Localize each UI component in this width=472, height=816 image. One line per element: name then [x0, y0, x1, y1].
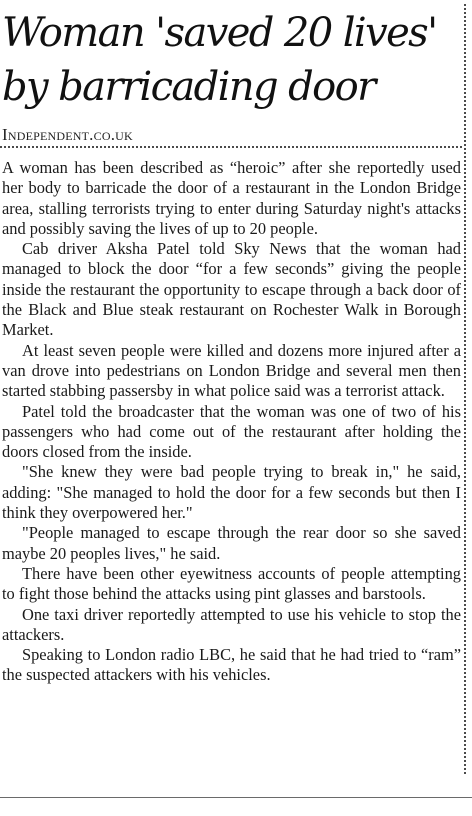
- article-paragraph: "She knew they were bad people trying to break in," he said, adding: "She managed to hold the door for a few seconds but then I think they overpowered her.": [2, 462, 461, 523]
- article-paragraph: There have been other eyewitness accounts of people attempting to fight those behind the attacks using pint glasses and barstools.: [2, 563, 461, 604]
- article-paragraph: At least seven people were killed and dozens more injured after a van drove into pedestrians on London Bridge and several men then started stabbing passersby in what police said was a terrorist attack.: [2, 340, 461, 401]
- headline: Woman 'saved 20 lives' by barricading door: [2, 10, 437, 110]
- bottom-divider: [0, 797, 472, 798]
- source-line: Independent.co.uk: [2, 125, 133, 144]
- article-paragraph: A woman has been described as “heroic” after she reportedly used her body to barricade the door of a restaurant in the London Bridge area, stalling terrorists trying to enter during Saturday night's attacks and possibly saving the lives of up to 20 people.: [2, 158, 461, 238]
- article-paragraph: Cab driver Aksha Patel told Sky News that the woman had managed to block the door “for a few seconds” giving the people inside the restaurant the opportunity to escape through a back door of the Black and Blue steak restaurant on Rochester Walk in Borough Market.: [2, 239, 461, 340]
- article-paragraph: Speaking to London radio LBC, he said that he had tried to “ram” the suspected attackers with his vehicles.: [2, 645, 461, 685]
- column-divider: [464, 4, 466, 774]
- article-paragraph: One taxi driver reportedly attempted to use his vehicle to stop the attackers.: [2, 604, 461, 644]
- article-paragraph: "People managed to escape through the rear door so she saved maybe 20 peoples lives," he said.: [2, 523, 461, 563]
- article-body: [2, 158, 461, 686]
- article-paragraph: Patel told the broadcaster that the woman was one of two of his passengers who had come out of the restaurant after holding the doors closed from the inside.: [2, 401, 461, 462]
- source-divider: [0, 146, 462, 148]
